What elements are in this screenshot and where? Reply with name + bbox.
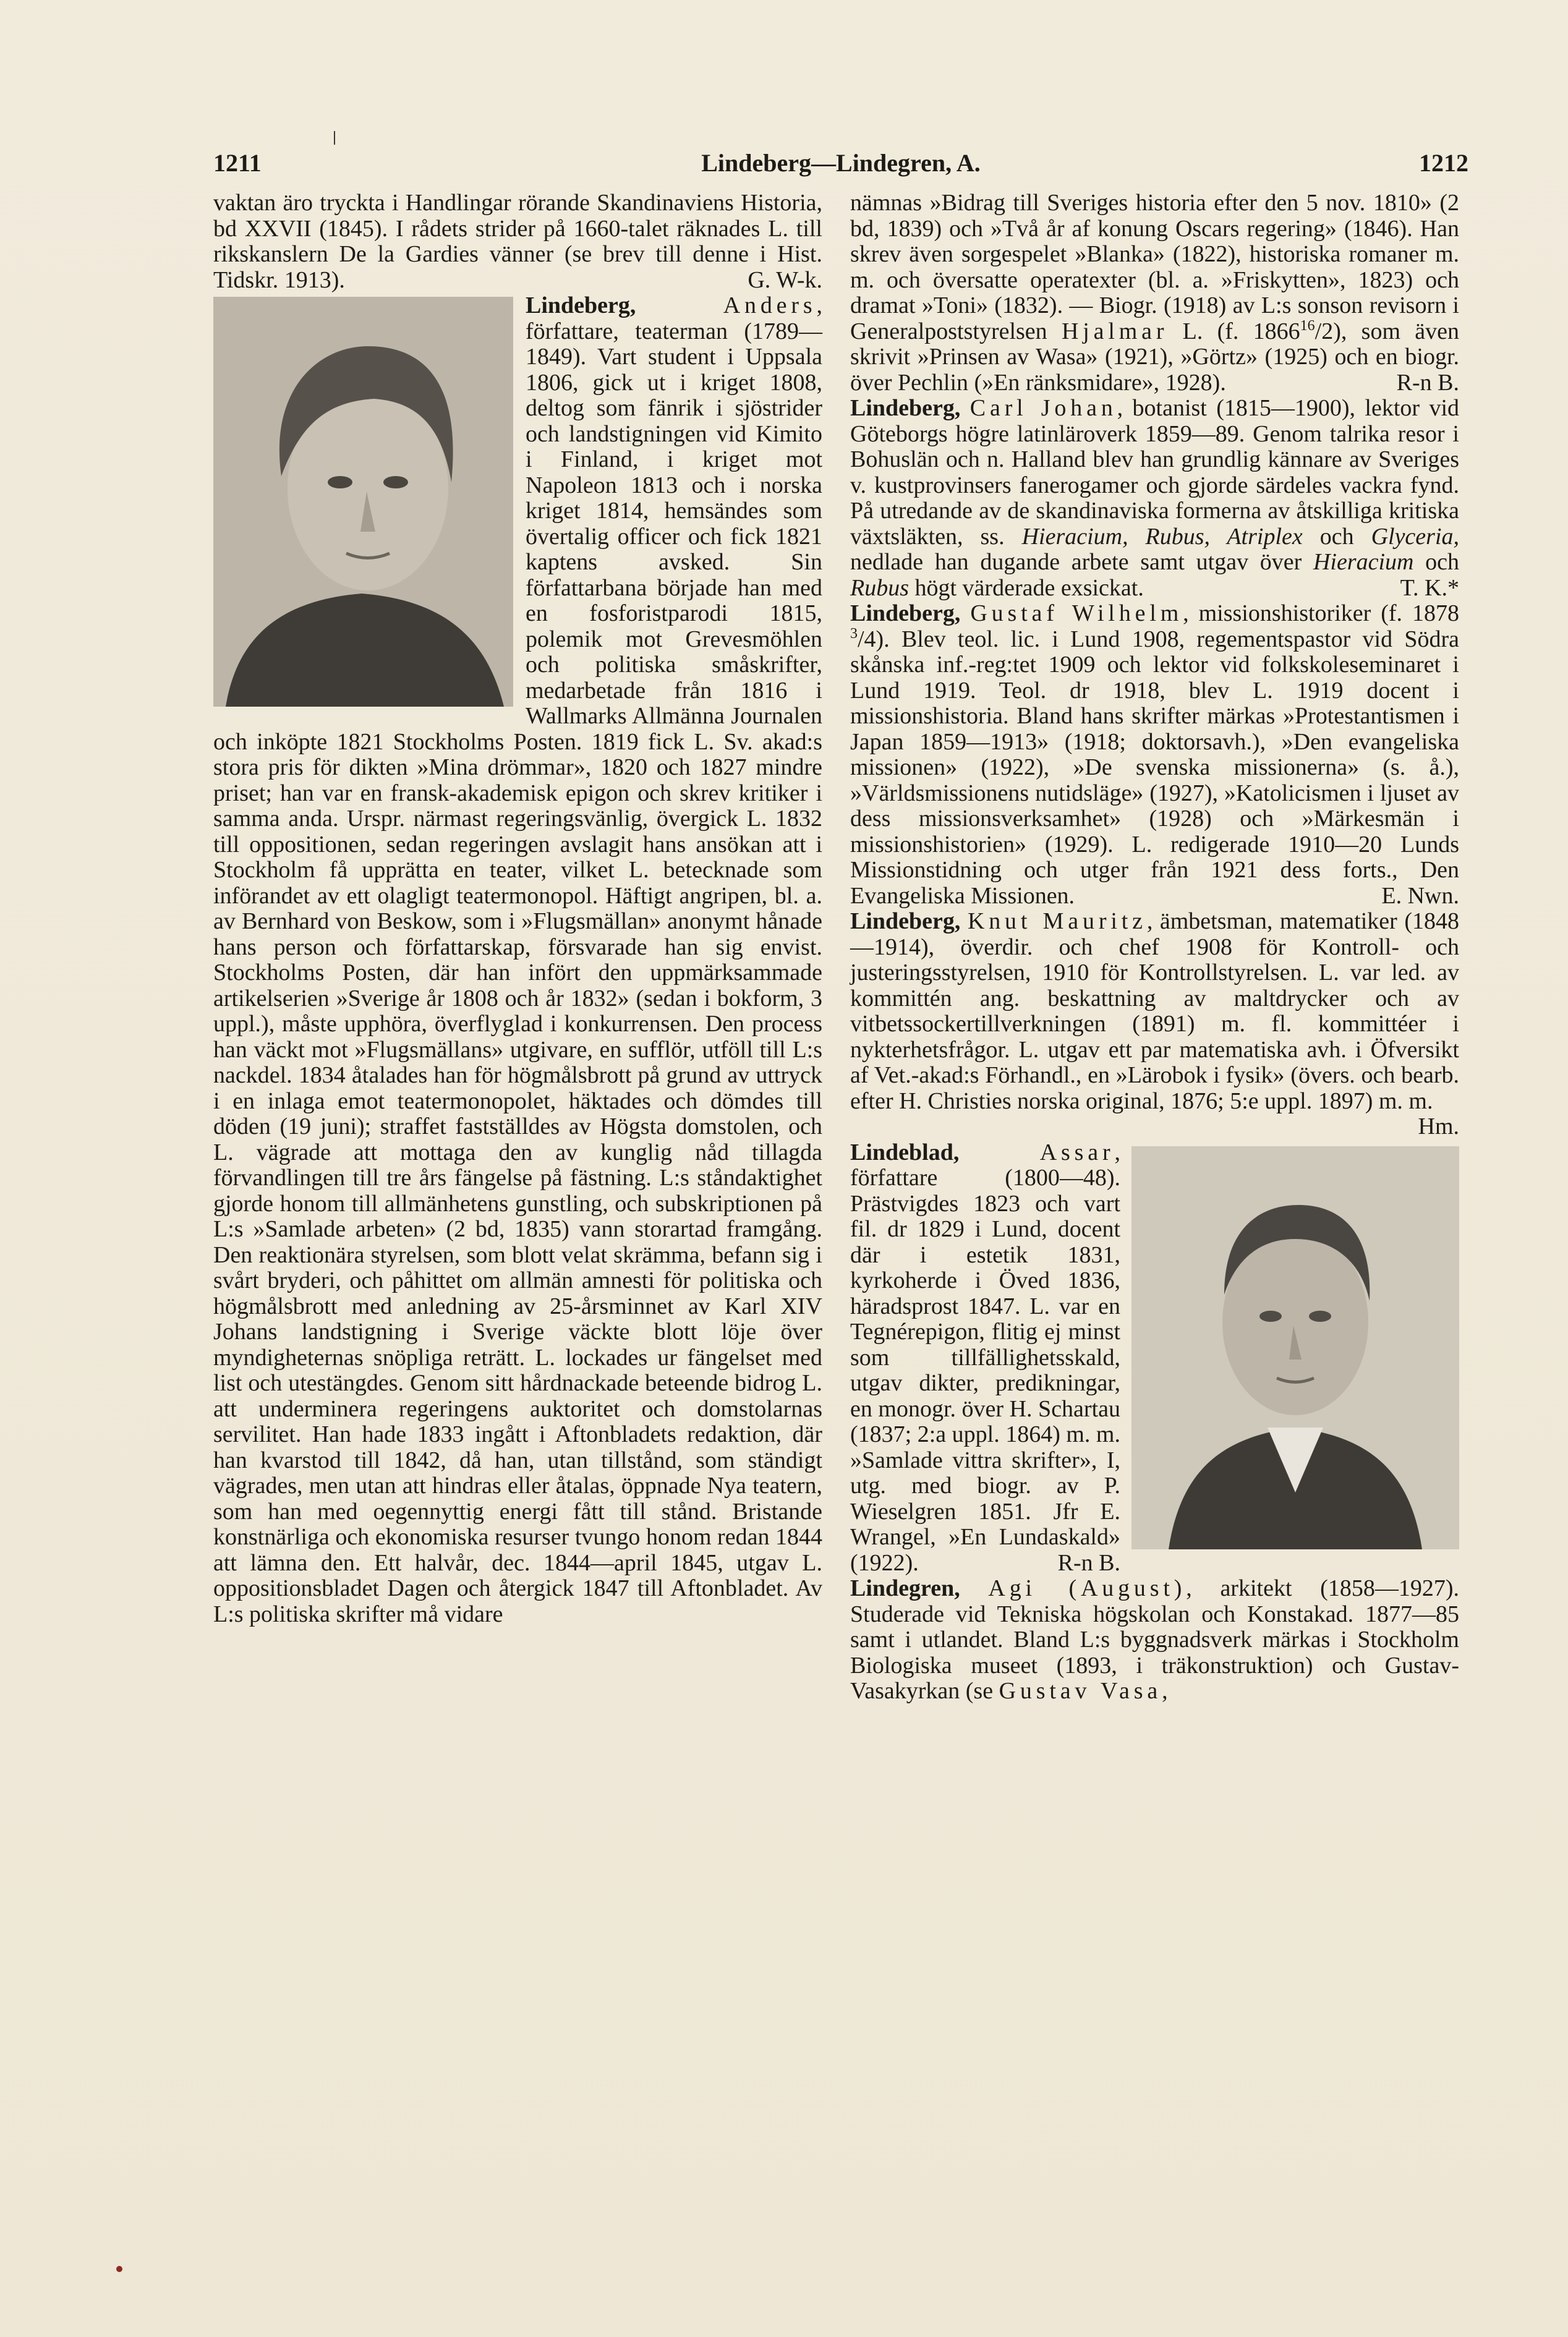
entry-lindeberg-anders [213,293,822,1627]
superscript: 16 [1300,317,1315,334]
headword: Lindeberg, [850,908,961,934]
stray-mark [334,131,335,145]
portrait-image [213,297,513,707]
headword: Lindeberg, [850,600,961,626]
entry-text: /4). Blev teol. lic. i Lund 1908, regementspastor vid Södra skånska inf.-reg:tet 1909 och lektor vid folkskoleseminaret i Lund 1919. Teol. dr 1918, blev L. 1919 docent i missionshistoria. Bland hans skrifter märkas »Protestantismen i Japan 1859—1913» (1918; doktorsavh.), »Den evangeliska missionen» (1922), »De svenska missionerna» (s. å.), »Världsmissionens nutidsläge» (1927), »Katolicismen i ljuset av dess missionsverksamhet» (1928) och »Märkesmän i missionshistorien» (1929). L. redigerade 1910—20 Lunds Missionstidning och utger från 1921 dess forts., Den Evangeliska Missionen. [850,626,1459,909]
entry-continuation [213,190,822,293]
headword: Lindegren, [850,1575,960,1601]
author-signature: R-n B. [1057,1549,1120,1576]
entry-text: , arkitekt (1858—1927). Studerade vid Tekniska högskolan och Konstakad. 1877—85 samt i utlandet. Bland L:s byggnadsverk märkas i Stockholm Biologiska museet (1893, i träkonstruktion) och Gustav-Vasakyrkan (se [850,1575,1459,1704]
entry-text: nedlade han dugande arbete samt utgav över [850,549,1302,575]
given-name: Agi (August) [988,1575,1187,1601]
cross-reference: Gustav Vasa [999,1678,1162,1704]
entry-text: , ämbetsman, matematiker (1848—1914), överdir. och chef 1908 för Kontroll- och justeringsstyrelsen, 1910 för Kontrollstyrelsen. L. var led. av kommittén ang. beskattning av maltdrycker och av vitbetssockertillverkningen (1891) m. fl. kommittéer i nykterhetsfrågor. L. utgav ett par matematiska avh. i Öfversikt af Vet.-akad:s Förhandl., en »Lärobok i fysik» (övers. och bearb. efter H. Christies norska original, 1876; 5:e uppl. 1897) m. m. [850,908,1460,1114]
italic-term: Glyceria, [1371,523,1460,550]
portrait-image [1131,1146,1459,1549]
given-name: Hjalmar [1061,318,1169,344]
entry-text: vaktan äro tryckta i Handlingar rörande Skandinaviens Historia, bd XXVII (1845). I rådets strider på 1660-talet räknades L. till rikskanslern De la Gardies vänner (se brev till denne i Hist. Tidskr. 1913). [213,190,822,293]
column-right [850,190,1459,1705]
entry-text: , författare, teaterman (1789—1849). Vart student i Uppsala 1806, gick ut i kriget 1808, deltog som fänrik i sjöstrider och landstigningen vid Kimito i Finland, i kriget mot Napoleon 1813 och i norska kriget 1814, hemsändes som övertalig officer och fick 1821 kaptens avsked. Sin författarbana började han med en fosforistparodi 1815, polemik mot Grevesmöhlen och politiska småskrifter, medarbetade från 1816 i Wallmarks Allmänna Journalen och inköpte 1821 Stockholms Posten. 1819 fick L. Sv. akad:s stora pris för dikten »Mina drömmar», 1820 och 1827 mindre priset; han var en fransk-akademisk epigon och skrev kritiker i samma anda. Urspr. närmast regeringsvänlig, övergick L. 1832 till oppositionen, sedan regeringen avslagit hans ansökan att i Stockholm få upprätta en teater, vilket L. betecknade som införandet av ett olagligt teatermonopol. Häftigt angripen, bl. a. av Bernhard von Beskow, som i »Flugsmällan» anonymt hånade hans person och författarskap, försvarade han sig envist. Stockholms Posten, där han infört den uppmärksammade artikelserien »Sverige år 1808 och år 1832» (sedan i bokform, 3 uppl.), måste upphöra, överflyglad i konkurrensen. Den process han väckt mot »Flugsmällans» utgivare, en sufflör, utföll till L:s nackdel. 1834 åtalades han för högmålsbrott på grund av uttryck i en inlaga emot teatermonopolet, häktades och dömdes till döden (19 juni); straffet fastställdes av Högsta domstolen, och L. vägrade att mottaga den av kunglig nåd tillagda förvandlingen till tre års fängelse på fästning. L:s ståndaktighet gjorde honom till allmänhetens gunstling, och subskriptionen på L:s »Samlade arbeten» (2 bd, 1835) vann storartad framgång. Den reaktionära styrelsen, som blott velat skrämma, befann sig i svårt bryderi, och påhittet om allmän amnesti för politiska och högmålsbrott med anledning av 25-årsminnet av Karl XIV Johans landstigning i Sverige väckte blott löje över myndigheternas snöpliga reträtt. L. lockades ur fängelset med list och utestängdes. Genom sitt hårdnackade beteende bidrog L. att underminera regeringens auktoritet och domstolarnas servilitet. Han hade 1833 ingått i Aftonbladets redaktion, där han kvarstod till 1842, då han, utan tillstånd, som ständigt vägrades, men utan att hindras eller åtalas, öppnade Nya teatern, som han med oegennyttig energi fått till stånd. Bristande konstnärliga och ekonomiska resurser tvungo honom redan 1844 att lämna den. Ett halvår, dec. 1844—april 1845, utgav L. oppositionsbladet Dagen och återgick 1847 till Aftonbladet. Av L:s politiska skrifter må vidare [213,292,822,1627]
italic-term: Rubus [850,574,909,601]
entry-text: , författare (1800—48). Prästvigdes 1823 och vart fil. dr 1829 i Lund, docent där i estetik 1831, kyrkoherde i Öved 1836, häradsprost 1847. L. var en Tegnérepigon, flitig ej minst som tillfällighetsskald, utgav dikter, predikningar, en monogr. över H. Schartau (1837; 2:a uppl. 1864) m. m. »Samlade vittra skrifter», I, utg. med biogr. av P. Wieselgren 1851. Jfr E. Wrangel, »En Lundaskald» (1922). [850,1139,1120,1576]
given-name: Knut Mauritz [967,908,1147,934]
entry-text: och [1425,549,1460,575]
entry-text: /2), som även skrivit »Prinsen av Wasa» (1921), »Görtz» (1925) och en biogr. över Pechlin (»En ränksmidare», 1928). [850,318,1459,396]
entry-text: och [1319,523,1354,550]
entry-lindegren-agi [850,1576,1459,1705]
entry-continuation [850,190,1459,396]
entry-text: , botanist (1815—1900), lektor vid Göteborgs högre latinläroverk 1859—89. Genom talrika resor i Bohuslän och n. Halland blev han grundlig kännare av Sveriges v. kustprovinsers fanerogamer och gjorde särdeles vackra fynd. På utredande av de skandinaviska formerna av åtskilliga kritiska växtsläkten, ss. [850,395,1459,550]
running-title: Lindeberg—Lindegren, A. [701,149,981,177]
page-number-right: 1212 [1419,149,1468,177]
stray-dot [116,2266,122,2272]
running-header [213,148,1468,185]
headword: Lindeberg, [526,292,636,318]
given-name: Assar [1039,1139,1115,1165]
entry-text: nämnas »Bidrag till Sveriges historia efter den 5 nov. 1810» (2 bd, 1839) och »Två år af konung Oscars regering» (1846). Han skrev även sorgespelet »Blanka» (1822), historiska romaner m. m. och översatte operatexter (bl. a. »Friskytten», 1823) och dramat »Toni» (1832). — Biogr. (1918) av L:s sonson revisorn i Generalpoststyrelsen [850,190,1459,344]
italic-term: Hieracium [1313,549,1414,575]
given-name: Gustaf Wilhelm [970,600,1183,626]
given-name: Carl Johan [969,395,1117,421]
given-name: Anders [723,292,817,318]
author-signature: Hm. [1418,1113,1459,1139]
entry-lindeberg-carl-johan [850,396,1459,601]
entry-lindeberg-gustaf-wilhelm [850,601,1459,909]
page-number-left: 1211 [213,149,262,177]
headword: Lindeblad, [850,1139,960,1165]
superscript: 3 [850,625,858,642]
entry-lindeberg-knut-mauritz [850,908,1460,1139]
headword: Lindeberg, [850,395,961,421]
entry-lindeblad-assar [850,1140,1459,1577]
entry-text: , missionshistoriker (f. 1878 [1183,600,1460,626]
italic-term: Hieracium, Rubus, Atriplex [1021,523,1303,550]
author-signature: G. W-k. [748,266,822,293]
portrait-anders-lindeberg-icon [213,297,513,707]
author-signature: T. K.* [1400,574,1459,601]
author-signature: E. Nwn. [1381,882,1459,909]
author-signature: R-n B. [1396,369,1459,396]
portrait-assar-lindeblad-icon [1131,1146,1459,1549]
entry-text: , [1162,1678,1168,1704]
entry-text: L. (f. 1866 [1182,318,1300,344]
column-left [213,190,822,1627]
entry-text: högt värderade exsickat. [914,574,1144,601]
